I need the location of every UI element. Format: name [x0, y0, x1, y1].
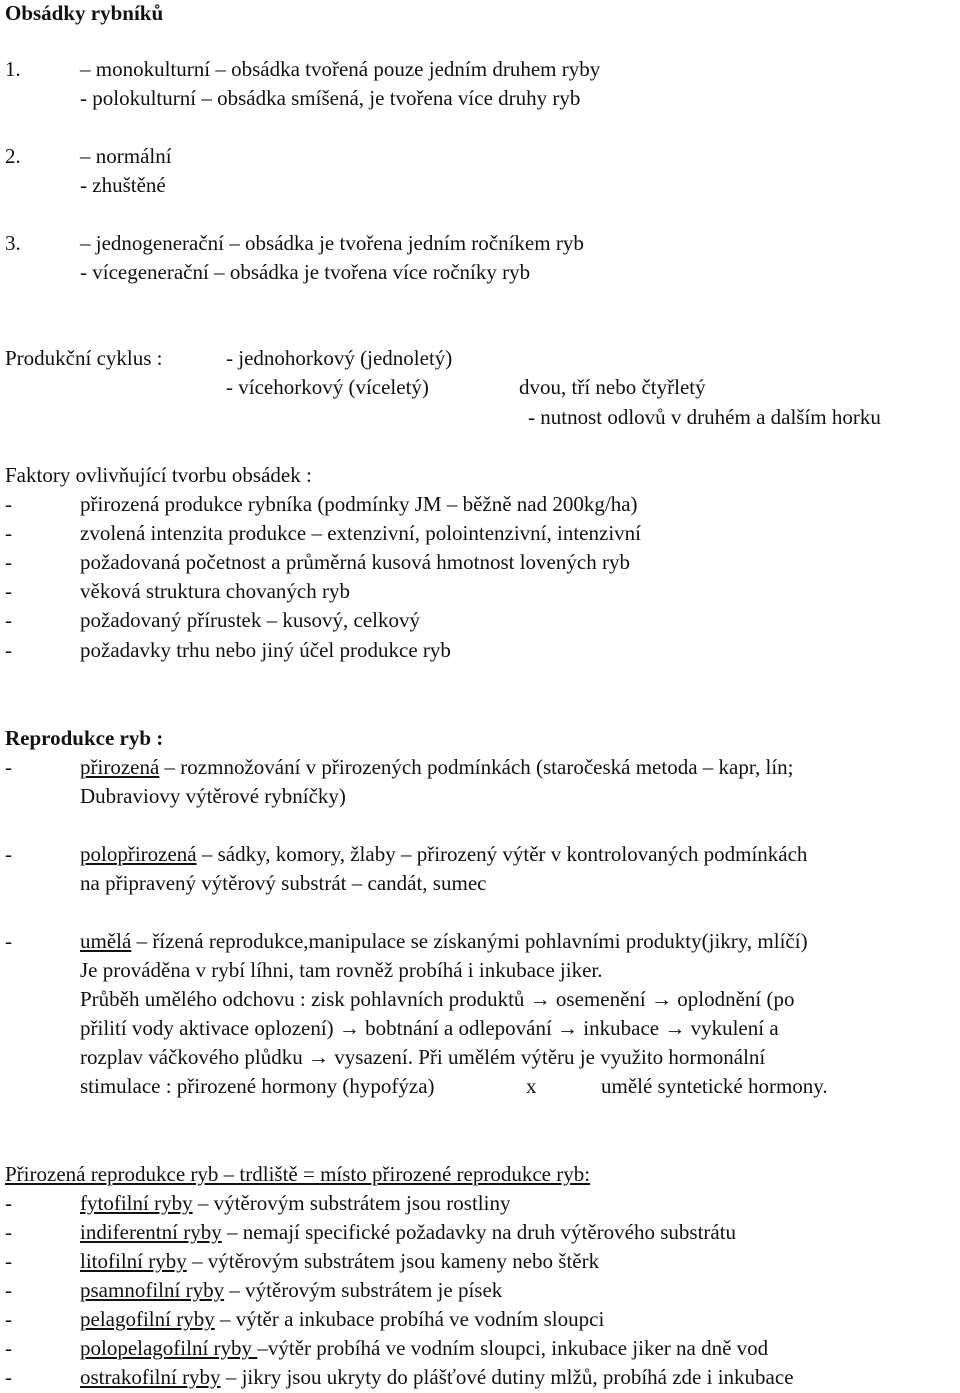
- cycle-label: Produkční cyklus :: [5, 346, 163, 370]
- factor-item: požadovaná početnost a průměrná kusová hmotnost lovených ryb: [80, 550, 630, 574]
- list-item-text: - polokulturní – obsádka smíšená, je tvořena více druhy ryb: [80, 86, 581, 110]
- spawning-heading: Přirozená reprodukce ryb – trdliště = místo přirozené reprodukce ryb:: [5, 1162, 591, 1186]
- term: fytofilní ryby: [80, 1191, 193, 1215]
- term-description: – jikry jsou ukryty do plášťové dutiny mlžů, probíhá zde i inkubace: [220, 1365, 794, 1389]
- bullet: -: [5, 1278, 12, 1302]
- spawning-item: [80, 1219, 736, 1245]
- term-description: – řízená reprodukce,manipulace se získanými pohlavními produkty(jikry, mlíčí): [131, 929, 808, 953]
- factor-item: požadavky trhu nebo jiný účel produkce ryb: [80, 638, 451, 662]
- spawning-item: [80, 1190, 510, 1216]
- term-description: – výtěrovým substrátem je písek: [224, 1278, 503, 1302]
- list-item-text: – monokulturní – obsádka tvořená pouze jedním druhem ryby: [80, 57, 601, 81]
- list-number: 2.: [5, 144, 21, 168]
- reproduction-text: x: [526, 1074, 537, 1098]
- reproduction-text: stimulace : přirozené hormony (hypofýza): [80, 1074, 435, 1098]
- bullet: -: [5, 1365, 12, 1389]
- spawning-item: [80, 1335, 768, 1361]
- term: indiferentní ryby: [80, 1220, 222, 1244]
- bullet: -: [5, 929, 12, 953]
- list-item-text: - zhuštěné: [80, 173, 166, 197]
- bullet: -: [5, 579, 12, 603]
- list-item-text: – jednogenerační – obsádka je tvořena jedním ročníkem ryb: [80, 231, 584, 255]
- reproduction-text: Je prováděna v rybí líhni, tam rovněž probíhá i inkubace jiker.: [80, 958, 603, 982]
- factors-heading: Faktory ovlivňující tvorbu obsádek :: [5, 463, 312, 487]
- list-number: 1.: [5, 57, 21, 81]
- reproduction-text: Dubraviovy výtěrové rybníčky): [80, 784, 346, 808]
- term-description: – výtěr a inkubace probíhá ve vodním sloupci: [214, 1307, 605, 1331]
- term-description: –výtěr probíhá ve vodním sloupci, inkubace jiker na dně vod: [257, 1336, 769, 1360]
- bullet: -: [5, 608, 12, 632]
- term: polopřirozená: [80, 842, 197, 866]
- term-description: – výtěrovým substrátem jsou rostliny: [192, 1191, 511, 1215]
- reproduction-text: přilití vody aktivace oplození) → bobtnání a odlepování → inkubace → vykulení a: [80, 1016, 779, 1040]
- list-number: 3.: [5, 231, 21, 255]
- spawning-item: [80, 1364, 794, 1390]
- cycle-option-note: - nutnost odlovů v druhém a dalším horku: [528, 405, 881, 429]
- reproduction-artificial: [80, 928, 808, 954]
- term: umělá: [80, 929, 132, 953]
- bullet: -: [5, 842, 12, 866]
- spawning-item: [80, 1248, 599, 1274]
- term: ostrakofilní ryby: [80, 1365, 221, 1389]
- term: psamnofilní ryby: [80, 1278, 225, 1302]
- cycle-option-detail: dvou, tří nebo čtyřletý: [519, 375, 706, 399]
- reproduction-seminatural: [80, 841, 807, 867]
- bullet: -: [5, 1220, 12, 1244]
- factor-item: požadovaný přírustek – kusový, celkový: [80, 608, 421, 632]
- cycle-option: - vícehorkový (víceletý): [226, 375, 429, 399]
- list-item-text: – normální: [80, 144, 172, 168]
- list-item-text: - vícegenerační – obsádka je tvořena více ročníky ryb: [80, 260, 531, 284]
- cycle-option: - jednohorkový (jednoletý): [226, 346, 453, 370]
- term-description: – sádky, komory, žlaby – přirozený výtěr v kontrolovaných podmínkách: [196, 842, 808, 866]
- page-title: Obsádky rybníků: [5, 1, 164, 25]
- reproduction-natural: [80, 754, 794, 780]
- term: pelagofilní ryby: [80, 1307, 215, 1331]
- bullet: -: [5, 1191, 12, 1215]
- bullet: -: [5, 1336, 12, 1360]
- bullet: -: [5, 755, 12, 779]
- reproduction-text: umělé syntetické hormony.: [601, 1074, 828, 1098]
- bullet: -: [5, 550, 12, 574]
- term-description: – rozmnožování v přirozených podmínkách (staročeská metoda – kapr, lín;: [159, 755, 794, 779]
- reproduction-text: na připravený výtěrový substrát – candát, sumec: [80, 871, 487, 895]
- bullet: -: [5, 521, 12, 545]
- term: litofilní ryby: [80, 1249, 187, 1273]
- bullet: -: [5, 492, 12, 516]
- term: přirozená: [80, 755, 160, 779]
- spawning-item: [80, 1306, 604, 1332]
- reproduction-text: rozplav váčkového plůdku → vysazení. Při umělém výtěru je využito hormonální: [80, 1045, 766, 1069]
- term-description: – výtěrovým substrátem jsou kameny nebo štěrk: [186, 1249, 600, 1273]
- bullet: -: [5, 1249, 12, 1273]
- factor-item: přirozená produkce rybníka (podmínky JM – běžně nad 200kg/ha): [80, 492, 638, 516]
- bullet: -: [5, 638, 12, 662]
- reproduction-text: Průběh umělého odchovu : zisk pohlavních produktů → osemenění → oplodnění (po: [80, 987, 795, 1011]
- bullet: -: [5, 1307, 12, 1331]
- spawning-item: [80, 1277, 502, 1303]
- factor-item: věková struktura chovaných ryb: [80, 579, 350, 603]
- factor-item: zvolená intenzita produkce – extenzivní, polointenzivní, intenzivní: [80, 521, 641, 545]
- term: polopelagofilní ryby: [80, 1336, 258, 1360]
- reproduction-heading: Reprodukce ryb :: [5, 726, 164, 750]
- term-description: – nemají specifické požadavky na druh výtěrového substrátu: [221, 1220, 737, 1244]
